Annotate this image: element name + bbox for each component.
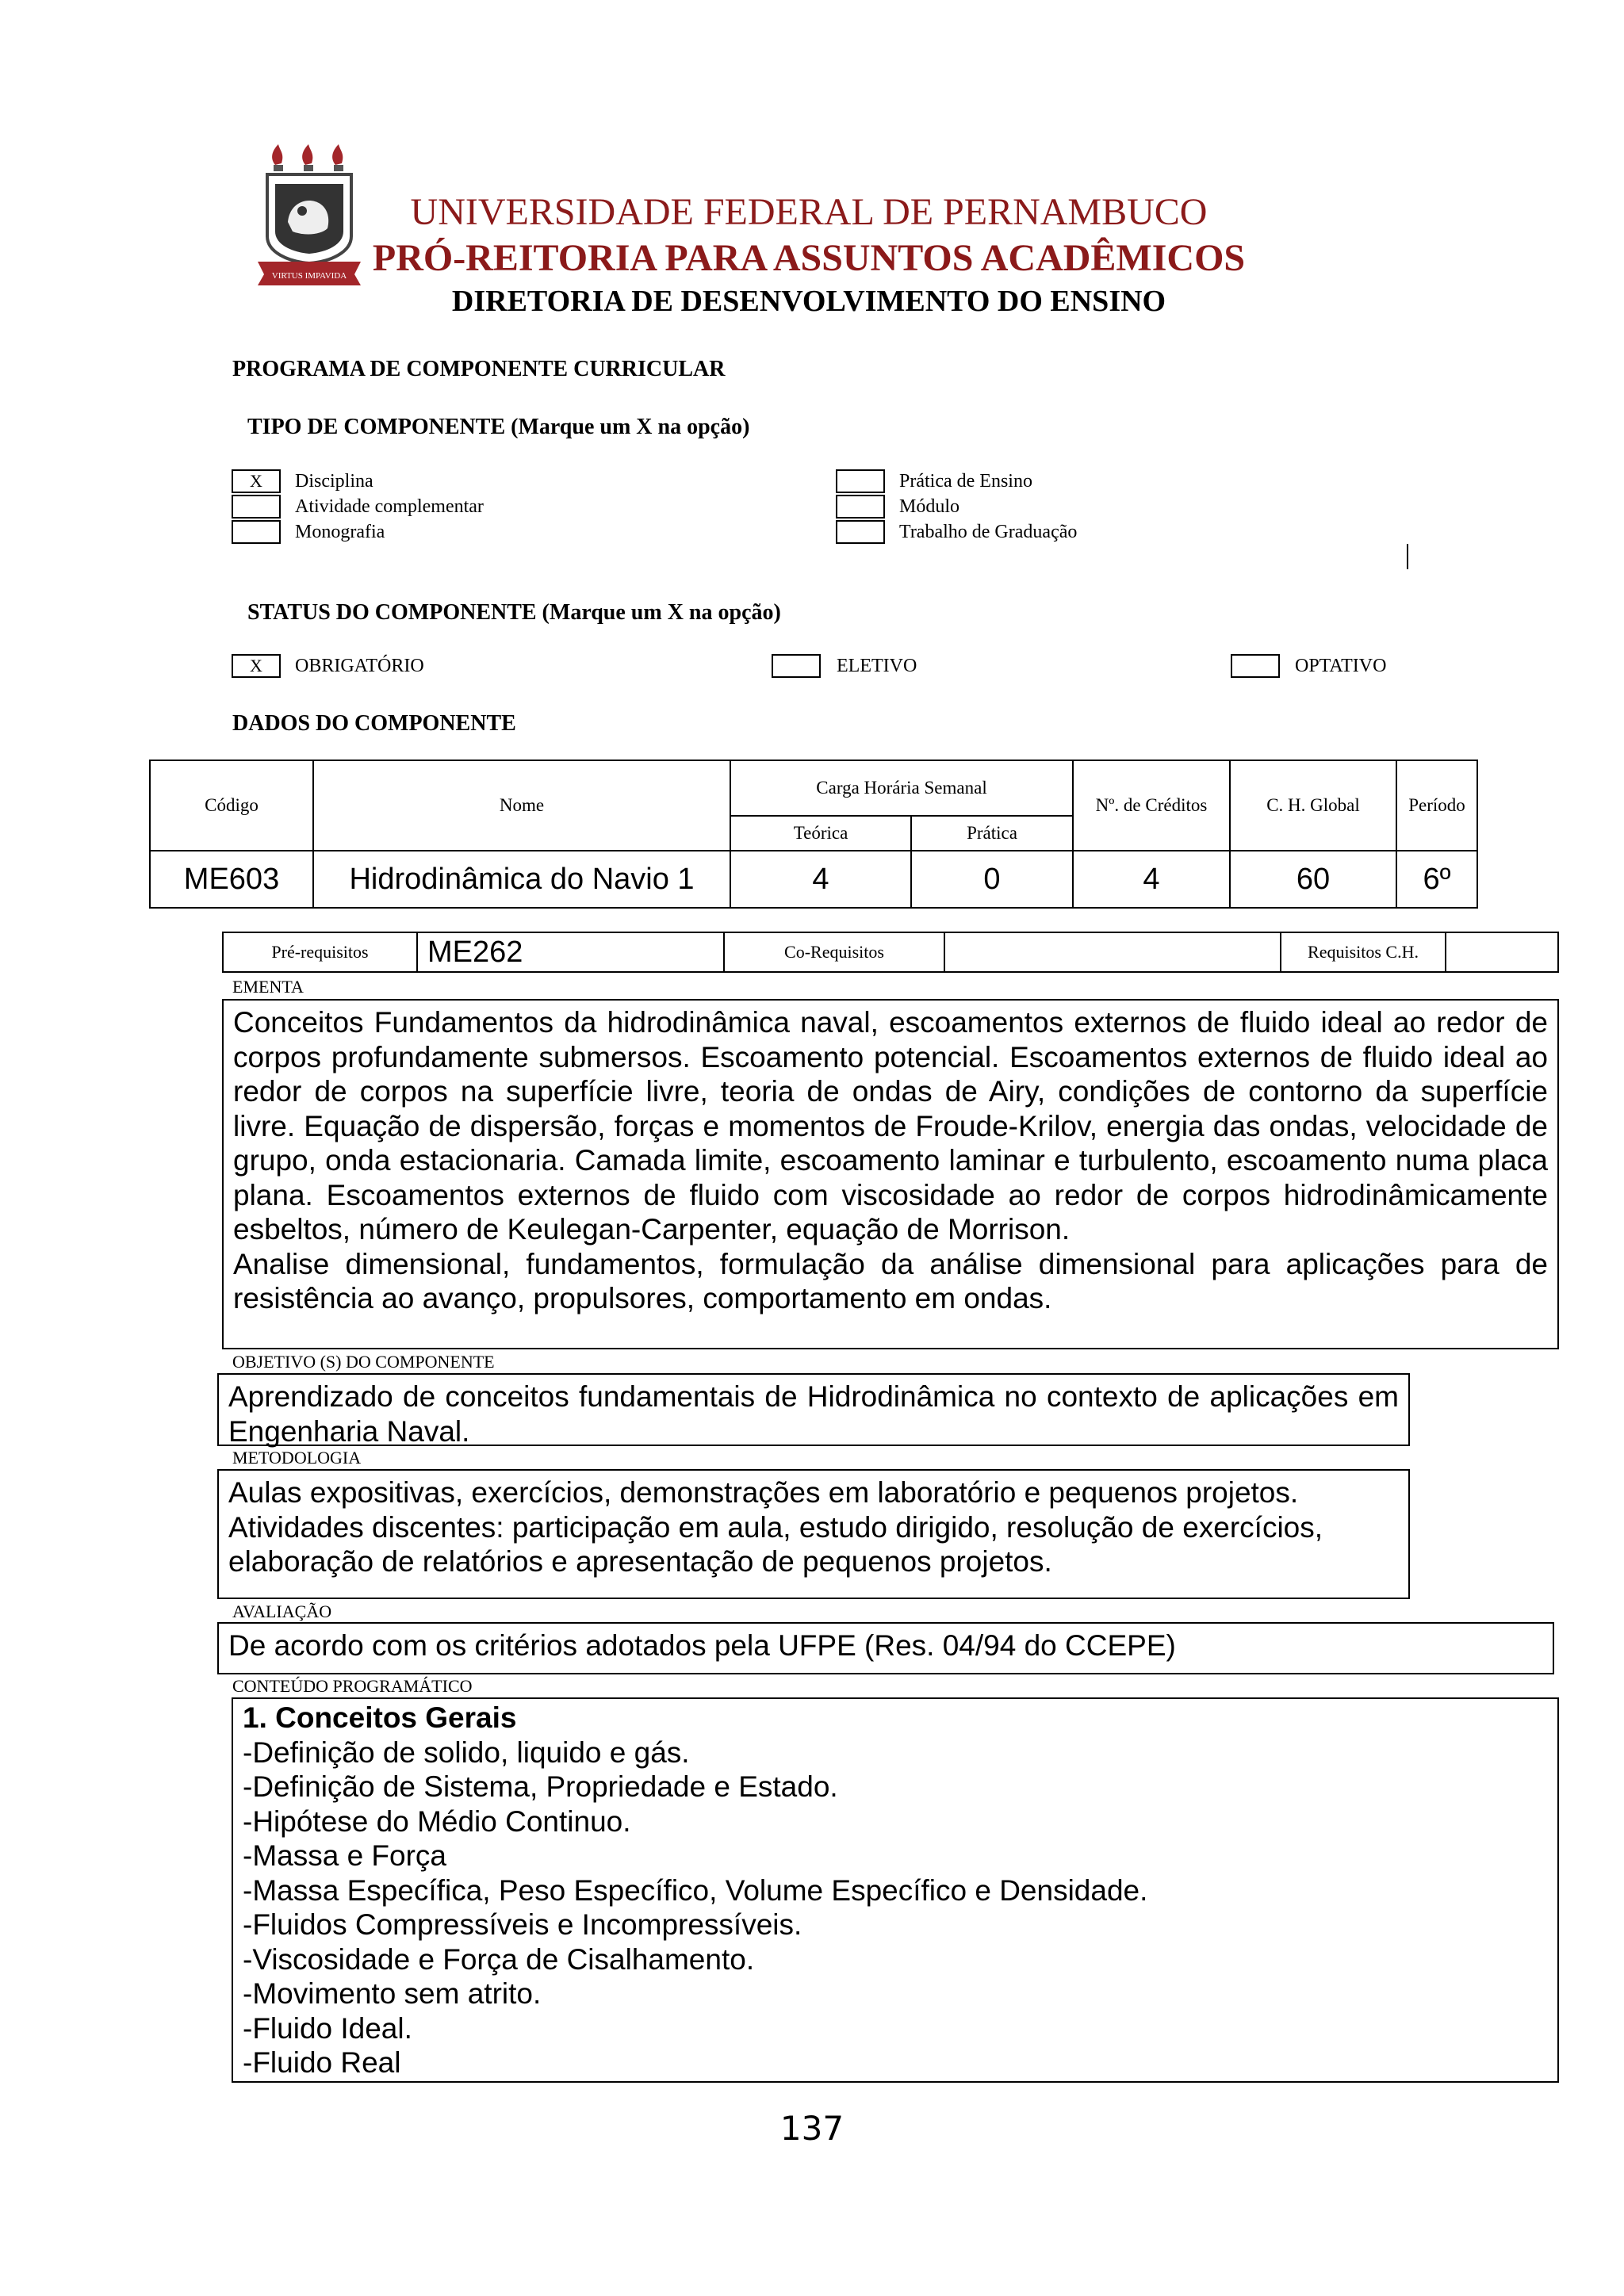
header-teorica: Teórica xyxy=(730,816,911,851)
metodologia-line: Aulas expositivas, exercícios, demonstrações em laboratório e pequenos projetos. xyxy=(228,1476,1299,1509)
status-option-label: ELETIVO xyxy=(837,656,917,676)
conteudo-item: -Massa Específica, Peso Específico, Volume Específico e Densidade. xyxy=(243,1873,1148,1907)
status-checkbox-eletivo[interactable] xyxy=(772,654,821,678)
pro-rectory-title: PRÓ-REITORIA PARA ASSUNTOS ACADÊMICOS xyxy=(372,237,1246,279)
tipo-checkbox-disciplina[interactable]: X xyxy=(232,469,281,493)
value-creditos: 4 xyxy=(1073,851,1230,908)
tipo-option-label: Módulo xyxy=(899,496,960,517)
tipo-option-label: Atividade complementar xyxy=(295,496,484,517)
tipo-checkbox-modulo[interactable] xyxy=(836,495,885,519)
co-requisitos-value xyxy=(945,933,1281,971)
status-option-label: OBRIGATÓRIO xyxy=(295,656,424,676)
header-periodo: Período xyxy=(1396,760,1477,851)
conteudo-item: -Definição de Sistema, Propriedade e Estado. xyxy=(243,1770,838,1803)
program-title: PROGRAMA DE COMPONENTE CURRICULAR xyxy=(232,357,726,381)
avaliacao-box xyxy=(217,1622,1554,1674)
conteudo-label: CONTEÚDO PROGRAMÁTICO xyxy=(232,1676,473,1696)
avaliacao-text: De acordo com os critérios adotados pela UFPE (Res. 04/94 do CCEPE) xyxy=(228,1629,1176,1662)
tipo-option-label: Monografia xyxy=(295,522,385,542)
requisitos-ch-value xyxy=(1446,933,1557,971)
tipo-checkbox-trabalho[interactable] xyxy=(836,520,885,544)
header-pratica: Prática xyxy=(911,816,1073,851)
requisitos-ch-label: Requisitos C.H. xyxy=(1281,933,1446,971)
value-pratica: 0 xyxy=(911,851,1073,908)
header-codigo: Código xyxy=(150,760,313,851)
tipo-checkbox-monografia[interactable] xyxy=(232,520,281,544)
ementa-text-2: Analise dimensional, fundamentos, formulação da análise dimensional para aplicações para de resistência ao avanço, propulsores, comportamento em ondas. xyxy=(233,1247,1548,1314)
tipo-checkbox-pratica[interactable] xyxy=(836,469,885,493)
conteudo-item: -Viscosidade e Força de Cisalhamento. xyxy=(243,1942,755,1976)
value-nome: Hidrodinâmica do Navio 1 xyxy=(313,851,730,908)
svg-text:VIRTUS IMPAVIDA: VIRTUS IMPAVIDA xyxy=(271,271,347,281)
metodologia-label: METODOLOGIA xyxy=(232,1448,362,1468)
tipo-checkbox-atividade[interactable] xyxy=(232,495,281,519)
ementa-text: Conceitos Fundamentos da hidrodinâmica naval, escoamentos externos de fluido ideal ao redor de corpos profundamente submersos. Escoamento potencial. Escoamentos externos de fluido ideal ao redor de corpos na superfície livre, teoria de ondas de Airy, condições de contorno da superfície livre. Equação de dispersão, forças e momentos de Froude-Krilov, energia das ondas, velocidade de grupo, onda estacionaria. Camada limite, escoamento laminar e turbulento, escoamento numa placa plana. Escoamentos externos de fluido com viscosidade ao redor de corpos hidrodinâmicamente esbeltos, número de Keulegan-Carpenter, equação de Morrison. xyxy=(233,1006,1548,1246)
status-option-label: OPTATIVO xyxy=(1295,656,1387,676)
co-requisitos-label: Co-Requisitos xyxy=(725,933,945,971)
conteudo-box xyxy=(232,1697,1559,2083)
status-checkbox-optativo[interactable] xyxy=(1231,654,1280,678)
requisitos-row xyxy=(222,932,1559,973)
dados-label: DADOS DO COMPONENTE xyxy=(232,711,516,736)
tipo-option-label: Prática de Ensino xyxy=(899,471,1032,492)
header-carga: Carga Horária Semanal xyxy=(730,760,1073,816)
avaliacao-label: AVALIAÇÃO xyxy=(232,1601,332,1621)
objetivo-label: OBJETIVO (S) DO COMPONENTE xyxy=(232,1352,495,1372)
conteudo-item: -Definição de solido, liquido e gás. xyxy=(243,1735,690,1769)
conteudo-item: -Movimento sem atrito. xyxy=(243,1977,542,2010)
conteudo-item: -Fluidos Compressíveis e Incompressíveis. xyxy=(243,1908,802,1941)
conteudo-item: -Fluido Real xyxy=(243,2046,401,2079)
tipo-option-label: Disciplina xyxy=(295,471,373,492)
metodologia-line: elaboração de relatórios e apresentação de pequenos projetos. xyxy=(228,1545,1052,1578)
directorate-title: DIRETORIA DE DESENVOLVIMENTO DO ENSINO xyxy=(451,285,1166,318)
header-nome: Nome xyxy=(313,760,730,851)
conteudo-item: -Hipótese do Médio Continuo. xyxy=(243,1804,631,1838)
objetivo-box xyxy=(217,1373,1410,1446)
status-checkbox-obrigatorio[interactable]: X xyxy=(232,654,281,678)
university-title: UNIVERSIDADE FEDERAL DE PERNAMBUCO xyxy=(410,191,1208,233)
status-label: STATUS DO COMPONENTE (Marque um X na opção) xyxy=(247,600,781,625)
tipo-option-label: Trabalho de Graduação xyxy=(899,522,1078,542)
value-teorica: 4 xyxy=(730,851,911,908)
pre-requisitos-value: ME262 xyxy=(418,933,725,971)
conteudo-item: -Massa e Força xyxy=(243,1839,447,1872)
tipo-label: TIPO DE COMPONENTE (Marque um X na opção) xyxy=(247,415,750,439)
header-creditos: Nº. de Créditos xyxy=(1073,760,1230,851)
conteudo-item: -Fluido Ideal. xyxy=(243,2011,412,2045)
pre-requisitos-label: Pré-requisitos xyxy=(224,933,418,971)
ementa-label: EMENTA xyxy=(232,977,304,997)
header-ch-global: C. H. Global xyxy=(1230,760,1396,851)
metodologia-line: Atividades discentes: participação em aula, estudo dirigido, resolução de exercícios, xyxy=(228,1510,1323,1544)
value-codigo: ME603 xyxy=(150,851,313,908)
objetivo-text: Aprendizado de conceitos fundamentais de Hidrodinâmica no contexto de aplicações em Engenharia Naval. xyxy=(228,1380,1399,1448)
value-periodo: 6º xyxy=(1396,851,1477,908)
cursor-mark xyxy=(1407,544,1408,569)
ementa-box xyxy=(222,999,1559,1349)
value-ch-global: 60 xyxy=(1230,851,1396,908)
metodologia-box xyxy=(217,1469,1410,1599)
conteudo-heading: 1. Conceitos Gerais xyxy=(243,1701,517,1734)
dados-table xyxy=(149,760,1478,909)
page-number: 137 xyxy=(779,2109,845,2148)
